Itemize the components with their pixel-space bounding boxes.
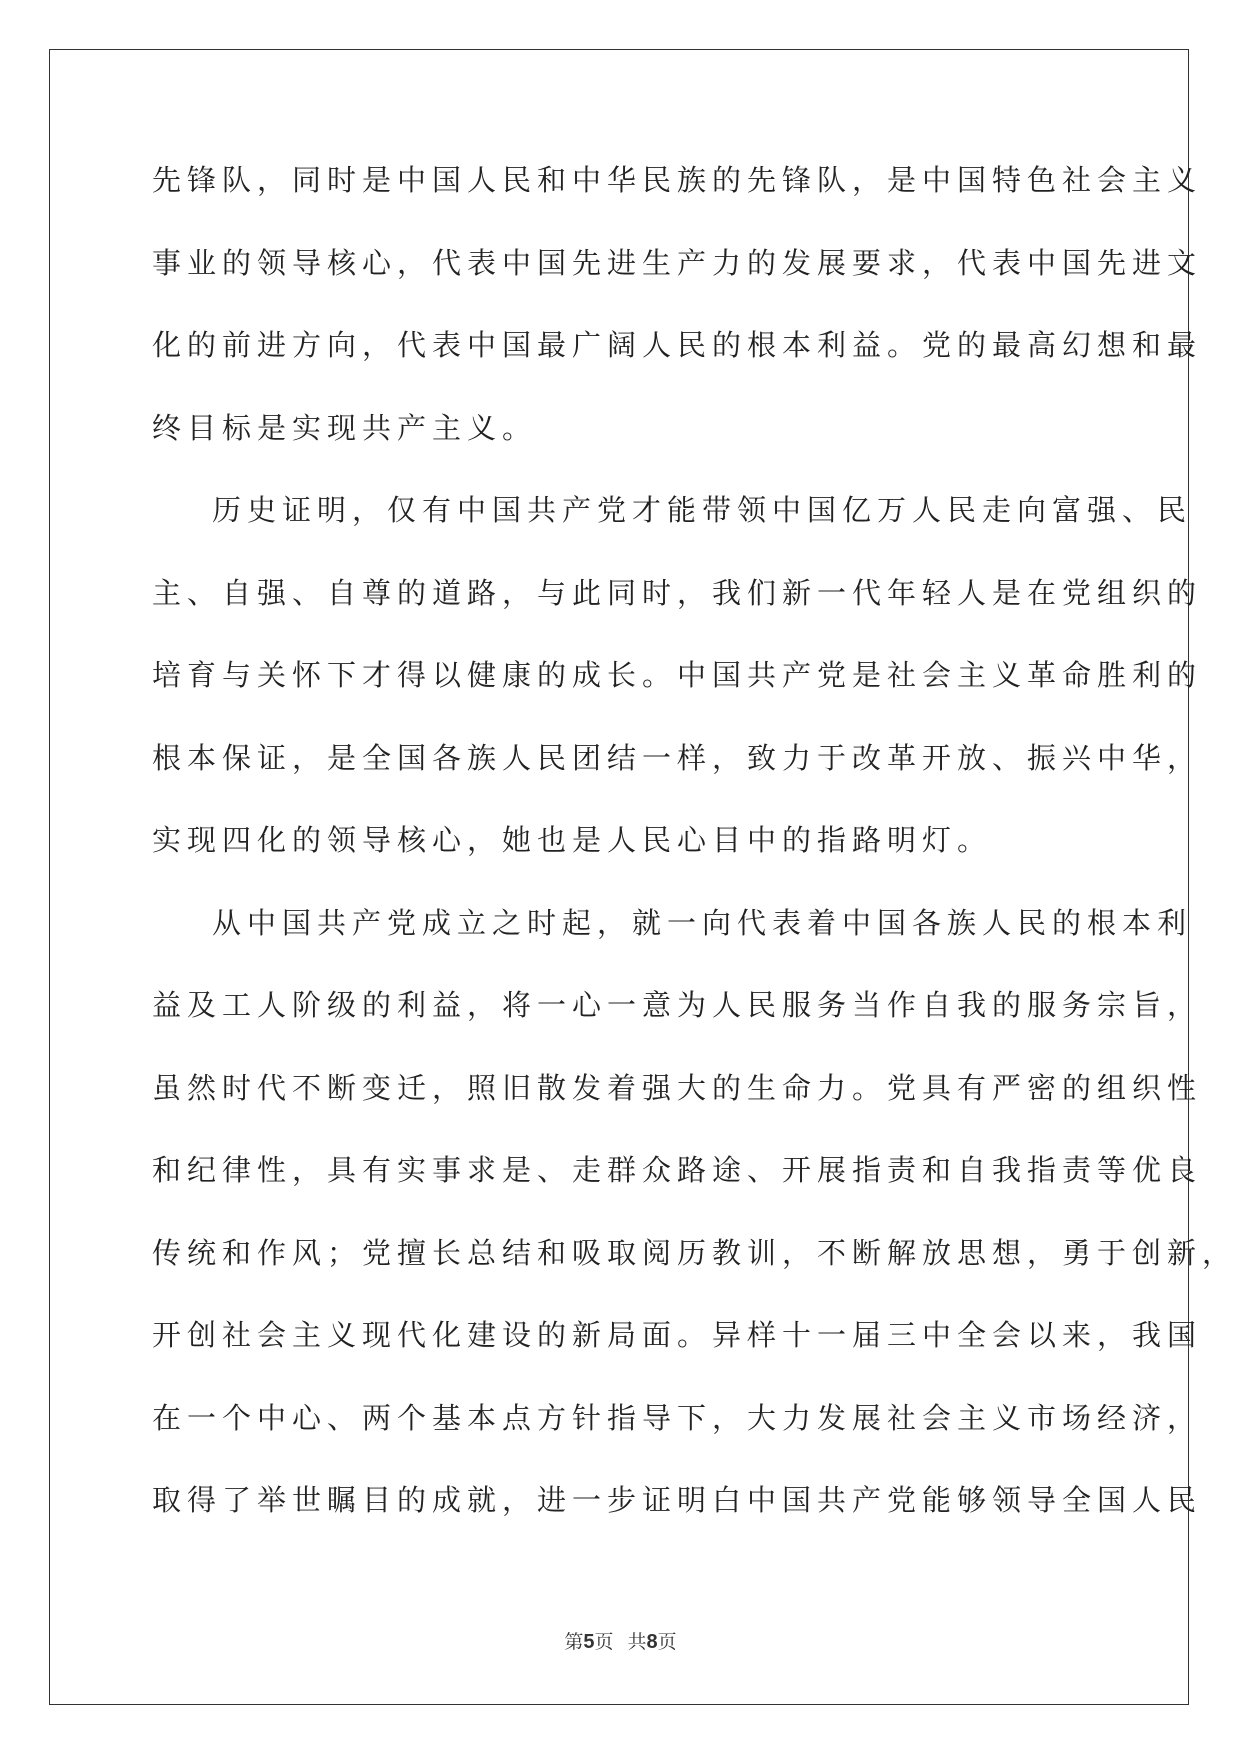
text-line: 先锋队，同时是中国人民和中华民族的先锋队，是中国特色社会主义: [152, 163, 1203, 197]
paragraph-first-line: 从中国共产党成立之时起，就一向代表着中国各族人民的根本利: [212, 905, 1193, 940]
text-line: 益及工人阶级的利益，将一心一意为人民服务当作自我的服务宗旨，: [152, 988, 1203, 1022]
text-line: 根本保证，是全国各族人民团结一样，致力于改革开放、振兴中华，: [152, 740, 1203, 775]
text-line: 取得了举世瞩目的成就，进一步证明白中国共产党能够领导全国人民: [152, 1483, 1203, 1517]
text-line: 事业的领导核心，代表中国先进生产力的发展要求，代表中国先进文: [152, 245, 1203, 280]
text-line: 传统和作风；党擅长总结和吸取阅历教训，不断解放思想，勇于创新，: [152, 1235, 1238, 1270]
total-suffix: 页: [657, 1631, 677, 1653]
text-line: 终目标是实现共产主义。: [152, 410, 538, 445]
text-line: 实现四化的领导核心，她也是人民心目中的指路明灯。: [152, 823, 993, 857]
text-line: 化的前进方向，代表中国最广阔人民的根本利益。党的最高幻想和最: [152, 328, 1203, 362]
text-line: 开创社会主义现代化建设的新局面。异样十一届三中全会以来，我国: [152, 1318, 1203, 1352]
total-pages: 8: [646, 1631, 658, 1653]
text-line: 主、自强、自尊的道路，与此同时，我们新一代年轻人是在党组织的: [152, 575, 1203, 610]
paragraph-first-line: 历史证明，仅有中国共产党才能带领中国亿万人民走向富强、民: [212, 493, 1193, 527]
page-suffix: 页: [594, 1631, 614, 1653]
page-footer: [0, 1627, 1241, 1654]
page-prefix: 第: [564, 1631, 584, 1653]
document-body: [152, 160, 1238, 1563]
text-line: 和纪律性，具有实事求是、走群众路途、开展指责和自我指责等优良: [152, 1153, 1203, 1187]
text-line: 虽然时代不断变迁，照旧散发着强大的生命力。党具有严密的组织性: [152, 1070, 1203, 1105]
total-prefix: 共: [627, 1631, 647, 1653]
text-line: 在一个中心、两个基本点方针指导下，大力发展社会主义市场经济，: [152, 1400, 1203, 1435]
page-number: 5: [583, 1631, 595, 1653]
text-line: 培育与关怀下才得以健康的成长。中国共产党是社会主义革命胜利的: [152, 658, 1203, 692]
